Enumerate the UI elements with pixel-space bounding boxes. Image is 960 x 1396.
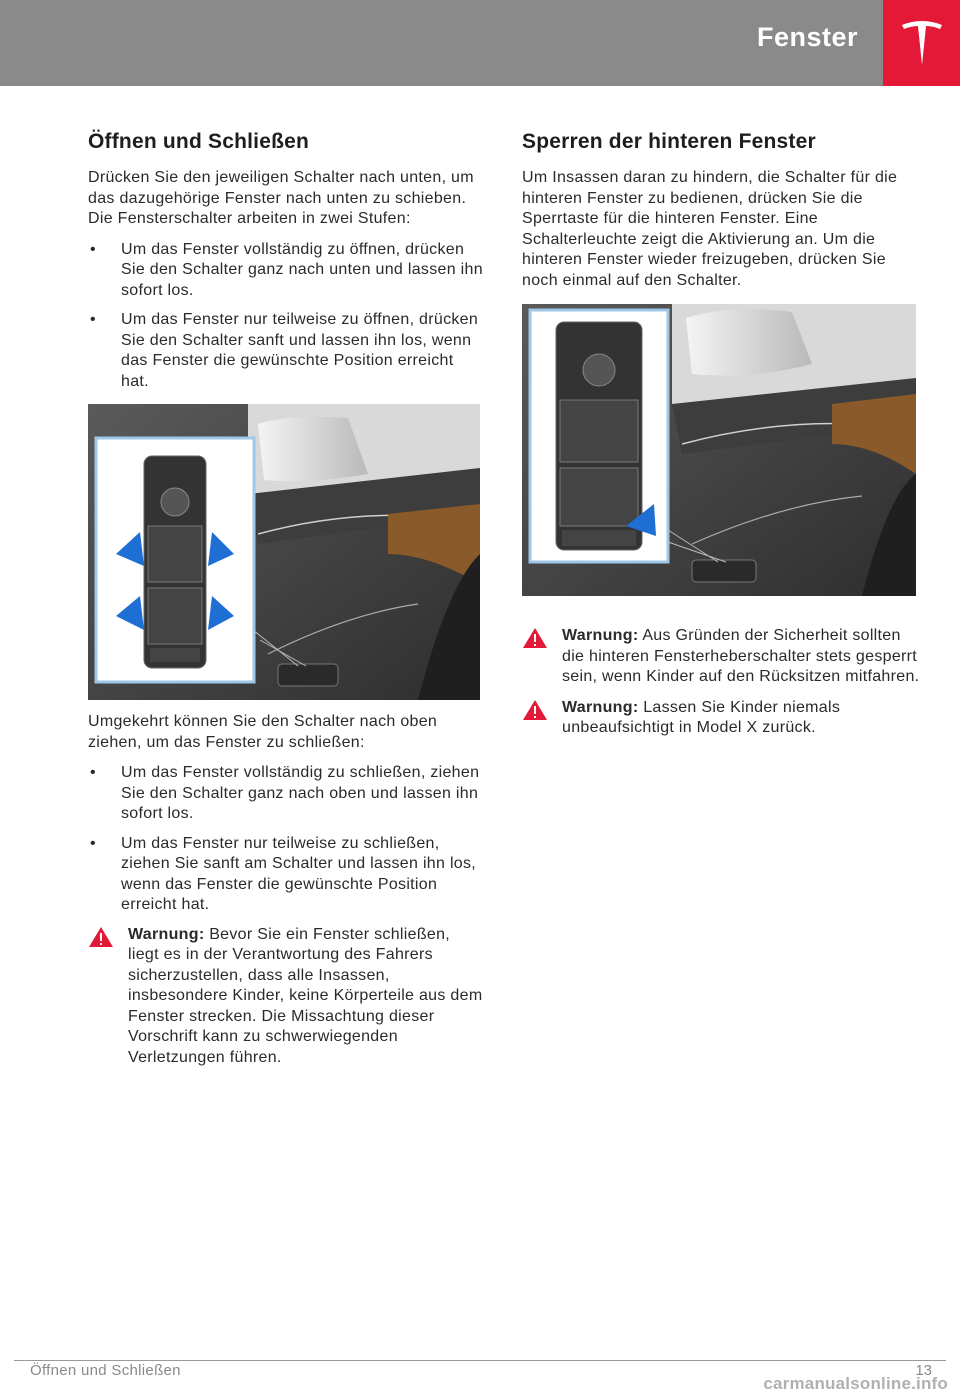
warning-triangle-icon <box>88 926 114 948</box>
warning-children-unattended <box>522 698 922 739</box>
warning-text: Bevor Sie ein Fenster schließen, liegt es in der Verantwortung des Fahrers sicherzustellen, dass alle Insassen, insbesondere Kinder, keine Körperteile aus dem Fenster strecken. Die Missachtung dieser Vorschrift kann zu schwerwiegenden Verletzungen führen. <box>128 925 483 1066</box>
warning-label: Warnung: <box>128 925 205 943</box>
lock-intro-paragraph: Um Insassen daran zu hindern, die Schalter für die hinteren Fenster zu bedienen, drücken Sie die Sperrtaste für die hinteren Fenster. Eine Schalterleuchte zeigt die Aktivierung an. Um die hinteren Fenster wieder freizugeben, drücken Sie noch einmal auf den Schalter. <box>522 169 898 289</box>
section-heading-open-close: Öffnen und Schließen <box>88 130 310 153</box>
warning-label: Warnung: <box>562 698 639 716</box>
page-title: Fenster <box>756 22 858 52</box>
tesla-logo <box>883 0 960 86</box>
open-bullet-list <box>88 240 484 393</box>
footer-divider <box>14 1360 946 1361</box>
list-item: • Um das Fenster nur teilweise zu schließen, ziehen Sie sanft am Schalter und lassen ihn los, wenn das Fenster die gewünschte Position erreicht hat. <box>88 834 484 916</box>
left-column <box>88 130 484 1068</box>
footer-section: Öffnen und Schließen <box>30 1362 181 1379</box>
page-header <box>0 0 960 86</box>
warning-text: Lassen Sie Kinder niemals unbeaufsichtigt in Model X zurück. <box>562 698 841 736</box>
tesla-logo-icon <box>900 19 944 67</box>
warning-triangle-icon <box>522 699 548 721</box>
section-heading-lock-rear: Sperren der hinteren Fenster <box>522 130 816 153</box>
page-number: 13 <box>915 1362 932 1379</box>
warning-label: Warnung: <box>562 627 639 644</box>
open-intro-paragraph: Drücken Sie den jeweiligen Schalter nach unten, um das dazugehörige Fenster nach unten zu schieben. Die Fensterschalter arbeiten in zwei Stufen: <box>88 169 474 227</box>
warning-text: Aus Gründen der Sicherheit sollten die hinteren Fensterheberschalter stets gesperrt sein, wenn Kinder auf den Rücksitzen mitfahren. <box>562 627 920 685</box>
right-column <box>522 130 922 739</box>
window-switch-illustration <box>88 404 480 700</box>
list-item: • Um das Fenster nur teilweise zu öffnen, drücken Sie den Schalter sanft und lassen ihn los, wenn das Fenster die gewünschte Position erreicht hat. <box>88 310 484 392</box>
close-intro-paragraph: Umgekehrt können Sie den Schalter nach oben ziehen, um das Fenster zu schließen: <box>88 713 438 751</box>
rear-window-lock-illustration <box>522 304 916 596</box>
close-bullet-list <box>88 763 484 916</box>
warning-rear-lock <box>522 626 922 688</box>
watermark: carmanualsonline.info <box>763 1374 948 1393</box>
warning-close-window <box>88 925 484 1069</box>
warning-triangle-icon <box>522 627 548 649</box>
list-item: • Um das Fenster vollständig zu öffnen, drücken Sie den Schalter ganz nach unten und lassen ihn sofort los. <box>88 240 484 302</box>
list-item: • Um das Fenster vollständig zu schließen, ziehen Sie den Schalter ganz nach oben und lassen ihn sofort los. <box>88 763 484 825</box>
